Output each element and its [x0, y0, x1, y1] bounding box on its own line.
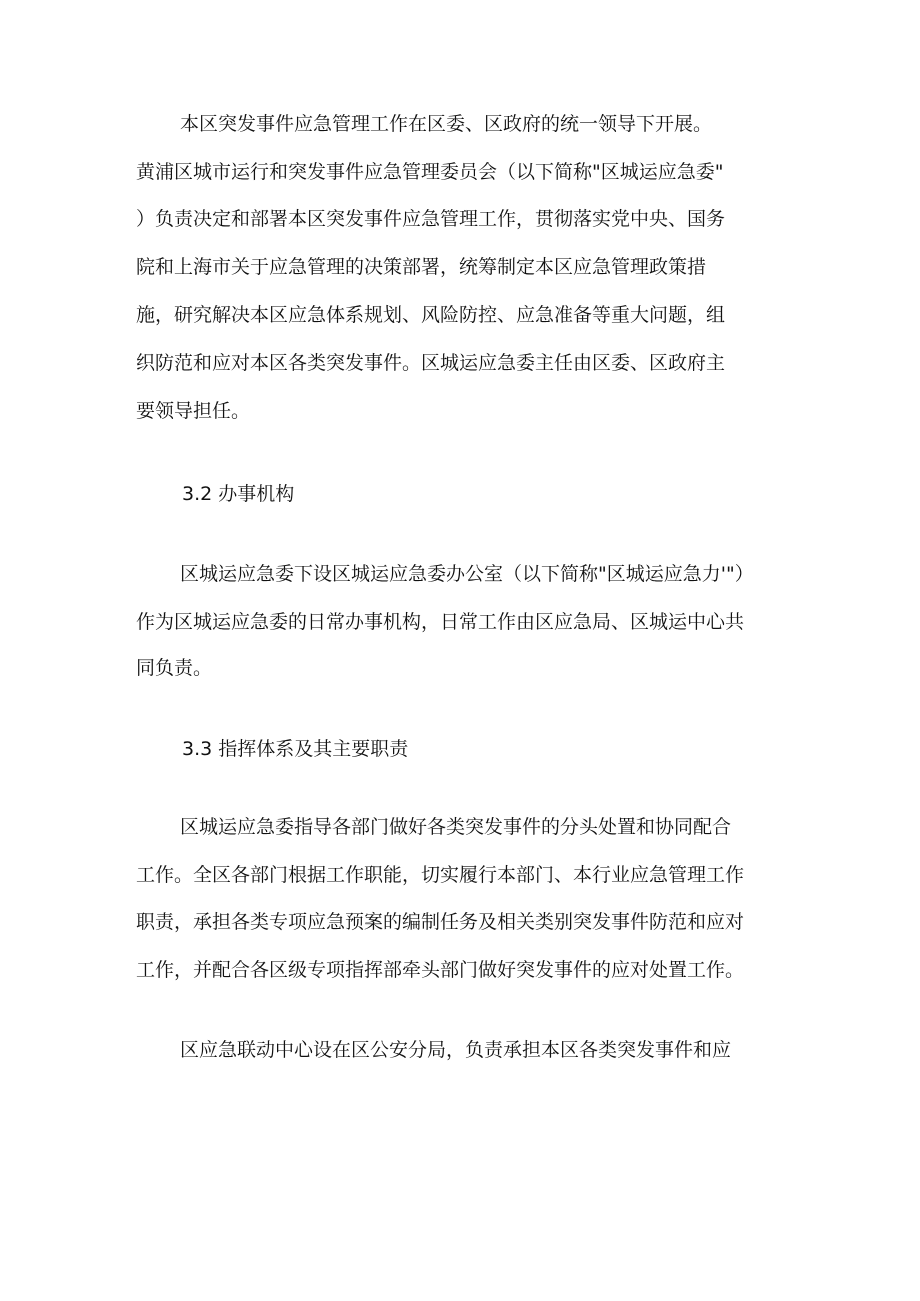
- paragraph-4-line-1: 区应急联动中心设在区公安分局，负责承担本区各类突发事件和应: [180, 1039, 732, 1061]
- paragraph-2-line-2: 作为区城运应急委的日常办事机构，日常工作由区应急局、区城运中心共: [136, 611, 745, 633]
- section-heading-3-2: 3.2 办事机构: [182, 483, 295, 505]
- paragraph-1-line-7: 要领导担任。: [136, 400, 251, 422]
- paragraph-3-line-1: 区城运应急委指导各部门做好各类突发事件的分头处置和协同配合: [180, 816, 732, 838]
- paragraph-3-line-4: 工作，并配合各区级专项指挥部牵头部门做好突发事件的应对处置工作。: [136, 959, 745, 981]
- section-heading-3-3: 3.3 指挥体系及其主要职责: [182, 738, 409, 760]
- paragraph-3-line-2: 工作。全区各部门根据工作职能，切实履行本部门、本行业应急管理工作: [136, 864, 745, 886]
- paragraph-1-line-6: 织防范和应对本区各类突发事件。区城运应急委主任由区委、区政府主: [136, 352, 726, 374]
- paragraph-1-line-4: 院和上海市关于应急管理的决策部署，统筹制定本区应急管理政策措: [136, 256, 707, 278]
- paragraph-3-line-3: 职责，承担各类专项应急预案的编制任务及相关类别突发事件防范和应对: [136, 911, 745, 933]
- paragraph-1-line-1: 本区突发事件应急管理工作在区委、区政府的统一领导下开展。: [180, 113, 713, 135]
- paragraph-1-line-5: 施，研究解决本区应急体系规划、风险防控、应急准备等重大问题，组: [136, 304, 726, 326]
- paragraph-1-line-3: ）负责决定和部署本区突发事件应急管理工作，贯彻落实党中央、国务: [136, 208, 726, 230]
- paragraph-2-line-3: 同负责。: [136, 657, 213, 679]
- paragraph-1-line-2: 黄浦区城市运行和突发事件应急管理委员会（以下简称"区城运应急委": [136, 161, 724, 183]
- paragraph-2-line-1: 区城运应急委下设区城运应急委办公室（以下简称"区城运应急力'"）: [180, 563, 754, 585]
